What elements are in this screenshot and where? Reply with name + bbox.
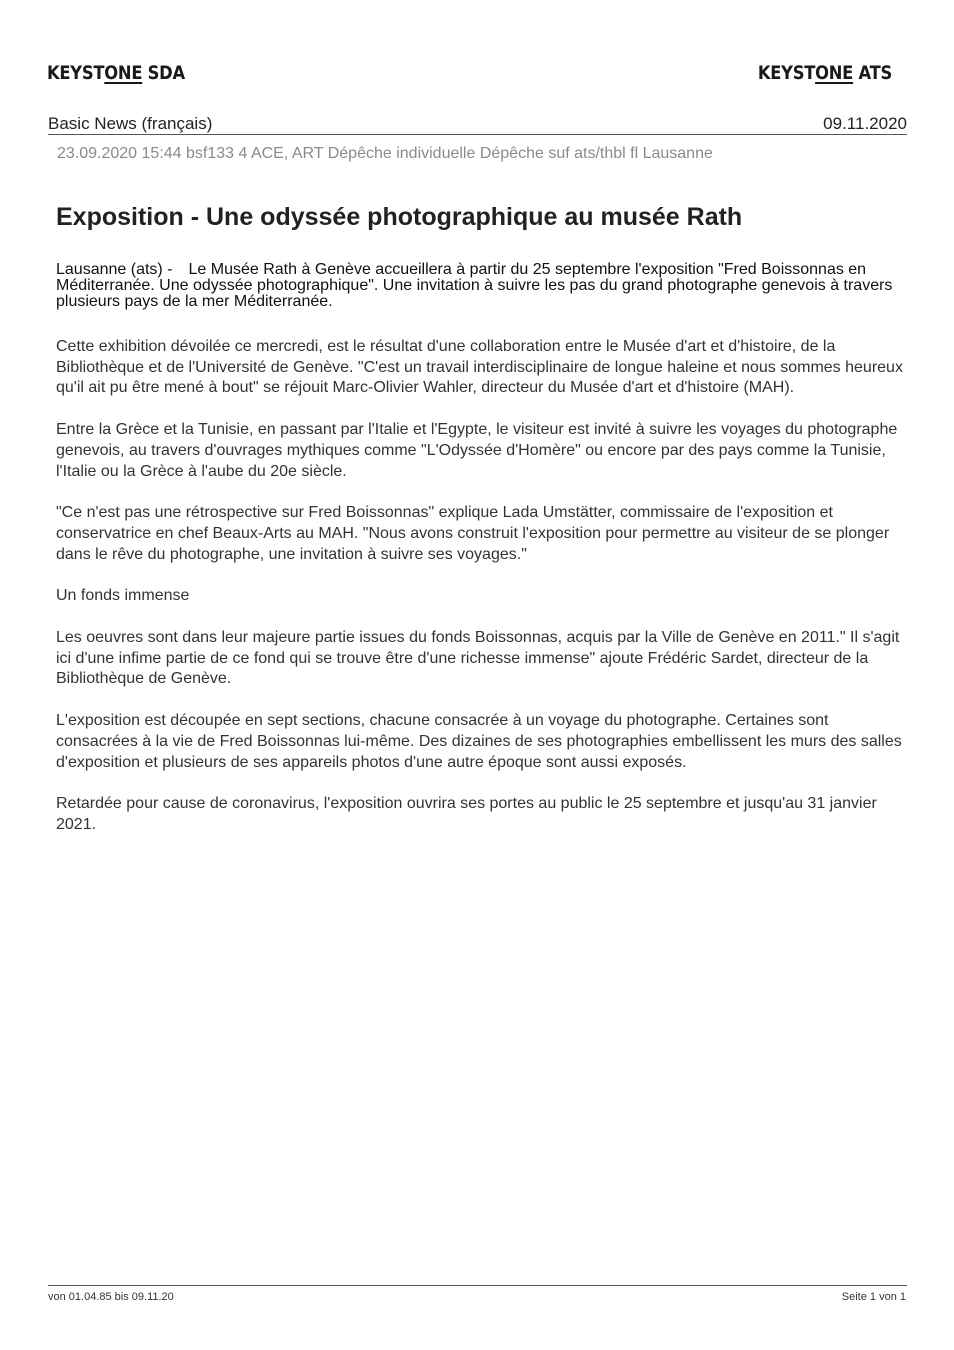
logo-right-text-a: KEYST bbox=[757, 62, 816, 84]
paragraph-4: Les oeuvres sont dans leur majeure partie issues du fonds Boissonnas, acquis par la Ville de Genève en 2011." Il s'agit ici d'une infime partie de ce fond qui se trouve être d'une richesse immense" ajoute Frédéric Sardet, directeur de la Bibliothèque de Genève. bbox=[56, 629, 900, 688]
paragraph-6: Retardée pour cause de coronavirus, l'exposition ouvrira ses portes au public le 25 septembre et jusqu'au 31 janvier 2021. bbox=[56, 795, 877, 833]
footer-divider bbox=[48, 1285, 907, 1286]
footer-date-range: von 01.04.85 bis 09.11.20 bbox=[48, 1291, 174, 1303]
logo-right-text-c: ATS bbox=[853, 62, 892, 84]
paragraph-1: Cette exhibition dévoilée ce mercredi, est le résultat d'une collaboration entre le Musée d'art et d'histoire, de la Bibliothèque et de l'Université de Genève. "C'est un travail interdisciplinaire de longue haleine et nous sommes heureux qu'il ait pu être mené à bout" se réjouit Marc-Olivier Wahler, directeur du Musée d'art et d'histoire (MAH). bbox=[56, 338, 903, 397]
paragraph-5: L'exposition est découpée en sept sections, chacune consacrée à un voyage du photographe. Certaines sont consacrées à la vie de Fred Boissonnas lui-même. Des dizaines de ses photographies embellissent les murs des salles d'exposition et plusieurs de ses appareils photos d'une autre époque sont aussi exposés. bbox=[56, 712, 902, 771]
dateline: Lausanne (ats) - bbox=[56, 261, 173, 278]
paragraph-3: "Ce n'est pas une rétrospective sur Fred Boissonnas" explique Lada Umstätter, commissaire de l'exposition et conservatrice en chef Beaux-Arts au MAH. "Nous avons construit l'exposition pour permettre au visiteur de se plonger dans le rêve du photographe, une invitation à suivre ses voyages." bbox=[56, 504, 890, 563]
logo-right-text-b: ONE bbox=[815, 62, 854, 84]
paragraph-2: Entre la Grèce et la Tunisie, en passant par l'Italie et l'Egypte, le visiteur est invité à suivre les voyages du photographe genevois, au travers d'ouvrages mythiques comme "L'Odyssée d'Homère" ou encore par des pays comme la Tunisie, l'Italie ou la Grèce à l'aube du 20e siècle. bbox=[56, 421, 898, 480]
article-body bbox=[56, 337, 906, 857]
logo-left-text-b: ONE bbox=[104, 62, 143, 84]
dispatch-meta-line: 23.09.2020 15:44 bsf133 4 ACE, ART Dépêche individuelle Dépêche suf ats/thbl fl Lausanne bbox=[57, 145, 713, 162]
subheader-bar bbox=[48, 114, 907, 135]
article-lead bbox=[56, 262, 906, 310]
article-title: Exposition - Une odyssée photographique au musée Rath bbox=[56, 203, 743, 231]
logo-left-text-a: KEYST bbox=[47, 62, 105, 84]
footer-page-number: Seite 1 von 1 bbox=[841, 1291, 906, 1303]
report-date: 09.11.2020 bbox=[823, 114, 907, 133]
keystone-ats-logo bbox=[758, 62, 892, 84]
section-label: Basic News (français) bbox=[48, 114, 213, 133]
keystone-sda-logo bbox=[47, 62, 185, 84]
article-subheading: Un fonds immense bbox=[56, 587, 190, 605]
lead-text: Le Musée Rath à Genève accueillera à partir du 25 septembre l'exposition "Fred Boissonnas en Méditerranée. Une odyssée photographique". Une invitation à suivre les pas du grand photographe genevois à travers plusieurs pays de la mer Méditerranée. bbox=[56, 261, 893, 310]
logo-left-text-c: SDA bbox=[142, 62, 185, 84]
